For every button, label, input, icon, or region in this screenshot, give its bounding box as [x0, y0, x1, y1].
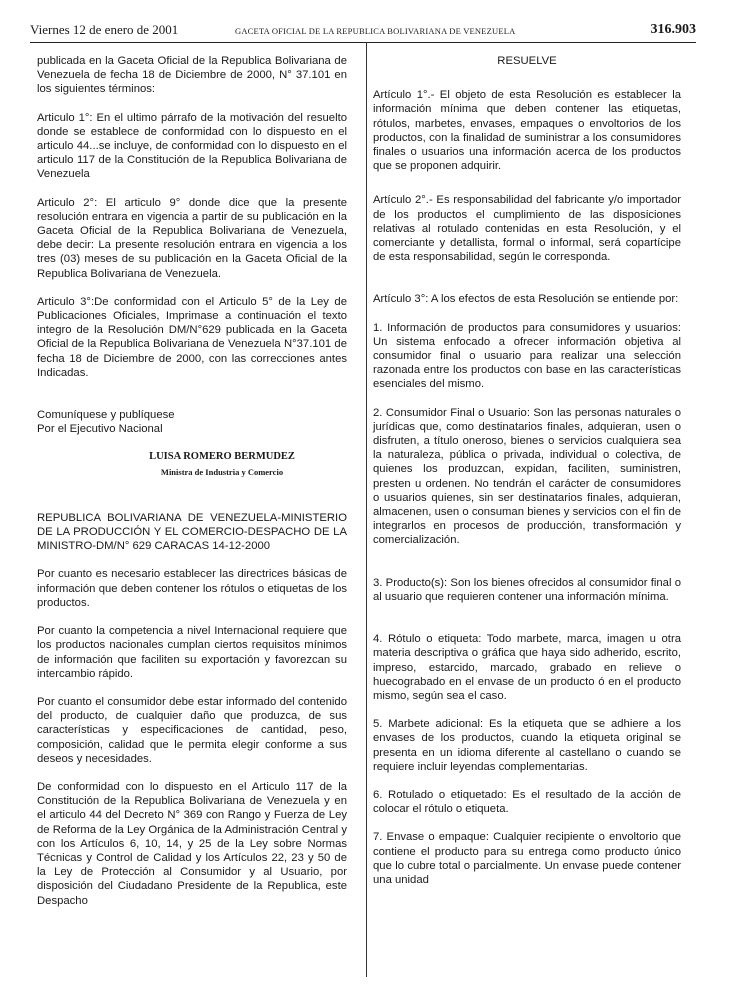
- definition-1: 1. Información de productos para consumidores y usuarios: Un sistema enfocado a ofrecer información objetiva al consumidor final o usuario para realizar una selección razonada entre los productos con base en las características esenciales del mismo.: [373, 321, 681, 391]
- right-article-1: Artículo 1°.- El objeto de esta Resolución es establecer la información mínima que deben contener las etiquetas, rótulos, marbetes, envases, empaques o envoltorios de los productos, con la finalidad de suministrar a los consumidores finales o usuarios una información acerca de los productos que se proponen adquirir.: [373, 89, 681, 173]
- definition-7: 7. Envase o empaque: Cualquier recipiente o envoltorio que contiene el producto para su entrega como producto único que lo cubre total o parcialmente. Un envase puede contener una unidad: [373, 831, 681, 886]
- left-column: [37, 54, 347, 908]
- article-3-paragraph: Articulo 3°:De conformidad con el Articulo 5° de la Ley de Publicaciones Oficiales, Imprimase a continuación el texto integro de la Resolución DM/N°629 publicada en la Gaceta Oficial de la Republica Bolivariana de Venezuela N°37.101 de fecha 18 de Diciembre de 2000, con las correcciones antes Indicadas.: [37, 295, 347, 379]
- article-2-paragraph: Articulo 2°: El articulo 9° donde dice que la presente resolución entrara en vigencia a partir de su publicación en la Gaceta Oficial de la Republica Bolivariana de Venezuela, debe decir: La presente resolución entrara en vigencia a los tres (03) meses de su publicación en la Gaceta Oficial de la Republica Bolivariana de Venezuela.: [37, 196, 347, 280]
- signer-name: LUISA ROMERO BERMUDEZ: [149, 451, 295, 463]
- right-article-3: Artículo 3°: A los efectos de esta Resolución se entiende por:: [373, 293, 679, 306]
- header-date: Viernes 12 de enero de 2001: [30, 22, 179, 37]
- definition-5: 5. Marbete adicional: Es la etiqueta que se adhiere a los envases de los productos, cuando la etiqueta original se presenta en un idioma diferente al castellano o cuando se requiere incluir leyendas complementarias.: [373, 718, 681, 773]
- right-column: [373, 54, 681, 887]
- resolution-heading: REPUBLICA BOLIVARIANA DE VENEZUELA-MINISTERIO DE LA PRODUCCIÓN Y EL COMERCIO-DESPACHO DE LA MINISTRO-DM/N° 629 CARACAS 14-12-2000: [37, 511, 347, 553]
- right-article-2: Artículo 2°.- Es responsabilidad del fabricante y/o importador de los productos el cumplimiento de las disposiciones relativas al rotulado contenidas en esta Resolución, y el comerciante y detallista, formal o informal, será copartícipe de esta responsabilidad, según le corresponda.: [373, 194, 681, 264]
- header-page-number: 316.903: [650, 22, 696, 37]
- definition-4: 4. Rótulo o etiqueta: Todo marbete, marca, imagen u otra materia descriptiva o gráfica que haya sido adherido, escrito, impreso, estarcido, marcado, grabado en relieve o huecograbado en el envase de un producto ó en el producto mismo, según sea el caso.: [373, 633, 681, 702]
- intro-paragraph: publicada en la Gaceta Oficial de la Republica Bolivariana de Venezuela de fecha 18 de Diciembre de 2000, N° 37.101 en los siguientes términos:: [37, 55, 347, 96]
- column-divider: [366, 42, 367, 977]
- definition-6: 6. Rotulado o etiquetado: Es el resultado de la acción de colocar el rótulo o etiqueta.: [373, 788, 681, 816]
- por-cuanto-2: Por cuanto la competencia a nivel Internacional requiere que los productos nacionales cumplan ciertos requisitos mínimos de información que faciliten su exportación y favorezcan su intercambio rápido.: [37, 625, 347, 680]
- signature-block: [97, 450, 347, 478]
- resuelve-heading: RESUELVE: [497, 55, 557, 67]
- por-cuanto-1: Por cuanto es necesario establecer las directrices básicas de información que deben contener los rótulos o etiquetas de los productos.: [37, 568, 347, 609]
- article-1-paragraph: Articulo 1°: En el ultimo párrafo de la motivación del resuelto donde se establece de conformidad con lo dispuesto en el articulo 44...se incluye, de conformidad con lo dispuesto en el articulo 117 de la Constitución de la Republica Bolivariana de Venezuela: [37, 111, 347, 181]
- closing-line-1: Comuníquese y publíquese: [37, 409, 175, 422]
- page-header: [30, 22, 696, 43]
- definition-2: 2. Consumidor Final o Usuario: Son las personas naturales o jurídicas que, como destinatarios finales, adquieran, usen o disfruten, a título oneroso, bienes o servicios cualquiera sea la naturaleza, pública o privada, individual o colectiva, de quienes los produzcan, expidan, faciliten, suministren, presten u ordenen. No tendrán el carácter de consumidores o usuarios quienes, sin ser destinatarios finales, adquieran, almacenen, usen o consuman bienes y servicios con el fin de integrarlos en procesos de producción, transformación y comercialización.: [373, 406, 681, 547]
- header-publication: GACETA OFICIAL DE LA REPUBLICA BOLIVARIANA DE VENEZUELA: [235, 26, 516, 36]
- conformidad-paragraph: De conformidad con lo dispuesto en el Articulo 117 de la Constitución de la Republica Bolivariana de Venezuela y en el articulo 44 del Decreto N° 369 con Rango y Fuerza de Ley de Reforma de la Ley Orgánica de la Administración Central y con los Artículos 6, 10, 14, y 25 de la Ley sobre Normas Técnicas y Control de Calidad y los Artículos 22, 23 y 50 de la Ley de Protección al Consumidor y al Usuario, por disposición del Ciudadano Presidente de la Republica, este Despacho: [37, 780, 347, 907]
- por-cuanto-3: Por cuanto el consumidor debe estar informado del contenido del producto, de cualquier daño que produzca, de sus características y especificaciones de cantidad, peso, composición, calidad que le permita elegir conforme a sus deseos y necesidades.: [37, 695, 347, 765]
- signer-title: Ministra de Industria y Comercio: [160, 466, 284, 477]
- definition-3: 3. Producto(s): Son los bienes ofrecidos al consumidor final o al usuario que requieren contener una información mínima.: [373, 576, 681, 603]
- closing-line-2: Por el Ejecutivo Nacional: [37, 423, 163, 436]
